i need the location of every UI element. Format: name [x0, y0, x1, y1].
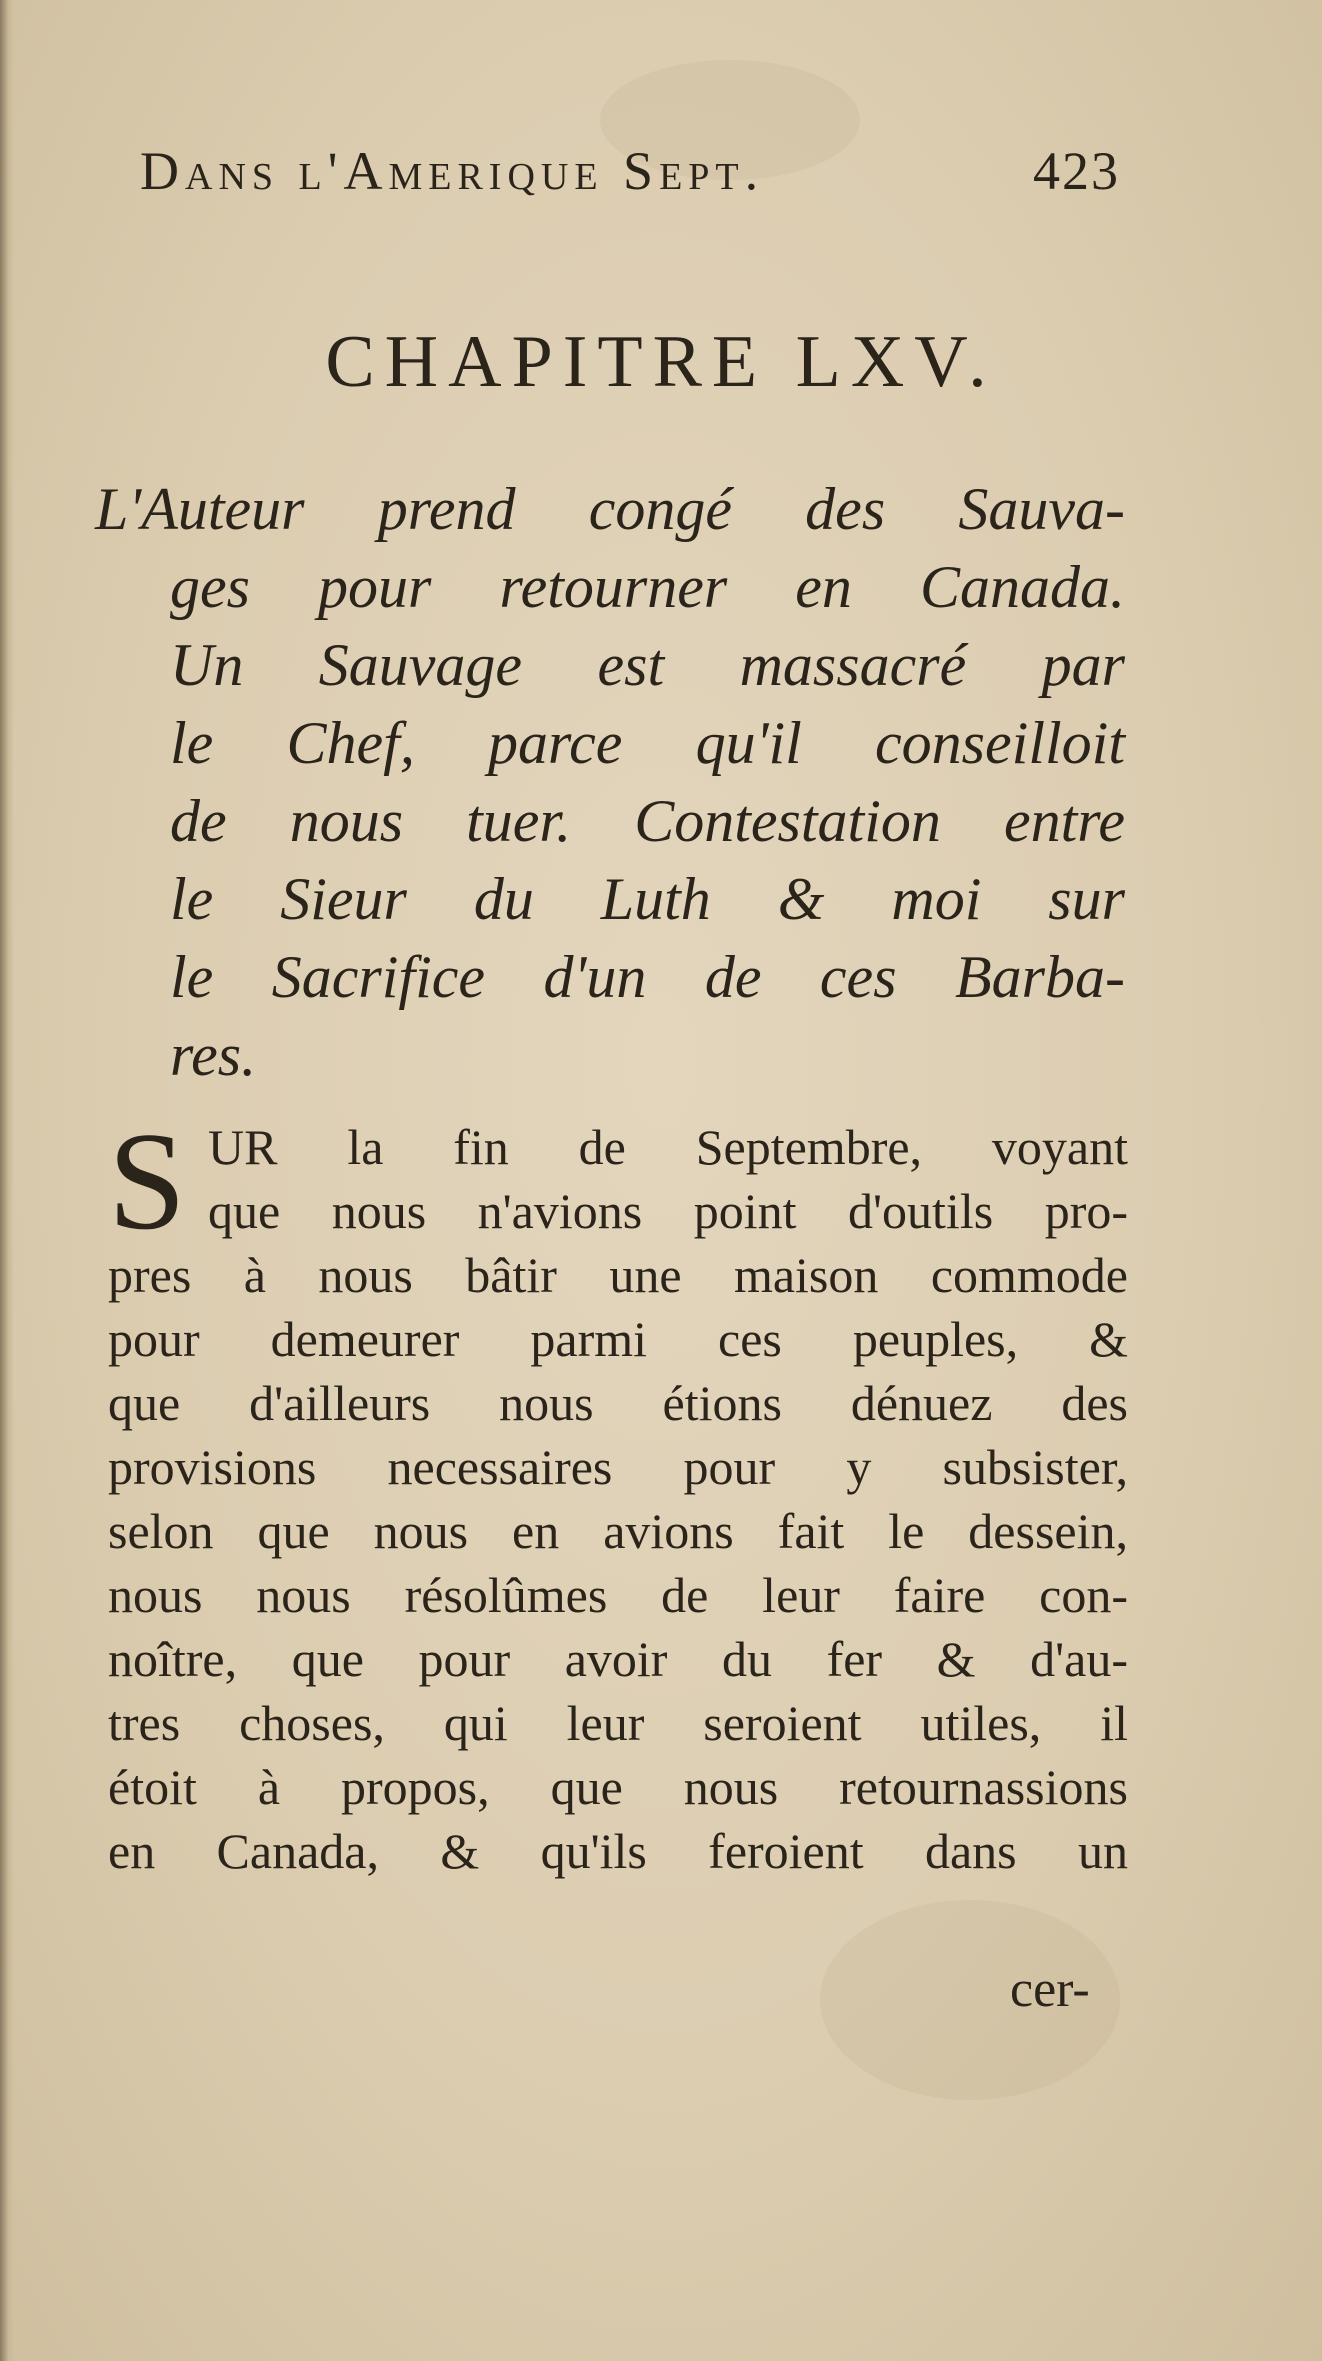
body-line: étoit à propos, que nous retournassions — [108, 1759, 1128, 1815]
body-line: UR la fin de Septembre, voyant — [208, 1119, 1128, 1175]
body-line: que d'ailleurs nous étions dénuez des — [108, 1375, 1128, 1431]
body-line: pres à nous bâtir une maison commode — [108, 1247, 1128, 1303]
summary-line: le Chef, parce qu'il conseilloit — [170, 710, 1125, 776]
chapter-summary — [95, 470, 1125, 1094]
body-line: noître, que pour avoir du fer & d'au- — [108, 1631, 1128, 1687]
body-line: que nous n'avions point d'outils pro- — [208, 1183, 1128, 1239]
body-line: en Canada, & qu'ils feroient dans un — [108, 1823, 1128, 1879]
body-line: pour demeurer parmi ces peuples, & — [108, 1311, 1128, 1367]
body-line: provisions necessaires pour y subsister, — [108, 1439, 1128, 1495]
catchword: cer- — [1010, 1961, 1090, 2018]
summary-line: le Sieur du Luth & moi sur — [170, 866, 1125, 932]
body-line: selon que nous en avions fait le dessein, — [108, 1503, 1128, 1559]
summary-line: le Sacrifice d'un de ces Barba- — [170, 944, 1125, 1010]
summary-line: L'Auteur prend congé des Sauva- — [95, 476, 1125, 542]
chapter-title: CHAPITRE LXV. — [325, 321, 997, 403]
summary-line: ges pour retourner en Canada. — [170, 554, 1125, 620]
running-head — [140, 140, 1120, 202]
body-paragraph — [108, 1104, 1128, 1883]
summary-line: res. — [170, 1022, 257, 1088]
running-head-title: Dans l'Amerique Sept. — [140, 141, 765, 201]
summary-line: Un Sauvage est massacré par — [170, 632, 1125, 698]
page-number: 423 — [1033, 141, 1120, 201]
body-line: nous nous résolûmes de leur faire con- — [108, 1567, 1128, 1623]
drop-cap: S — [108, 1104, 186, 1259]
summary-line: de nous tuer. Contestation entre — [170, 788, 1125, 854]
body-line: tres choses, qui leur seroient utiles, il — [108, 1695, 1128, 1751]
